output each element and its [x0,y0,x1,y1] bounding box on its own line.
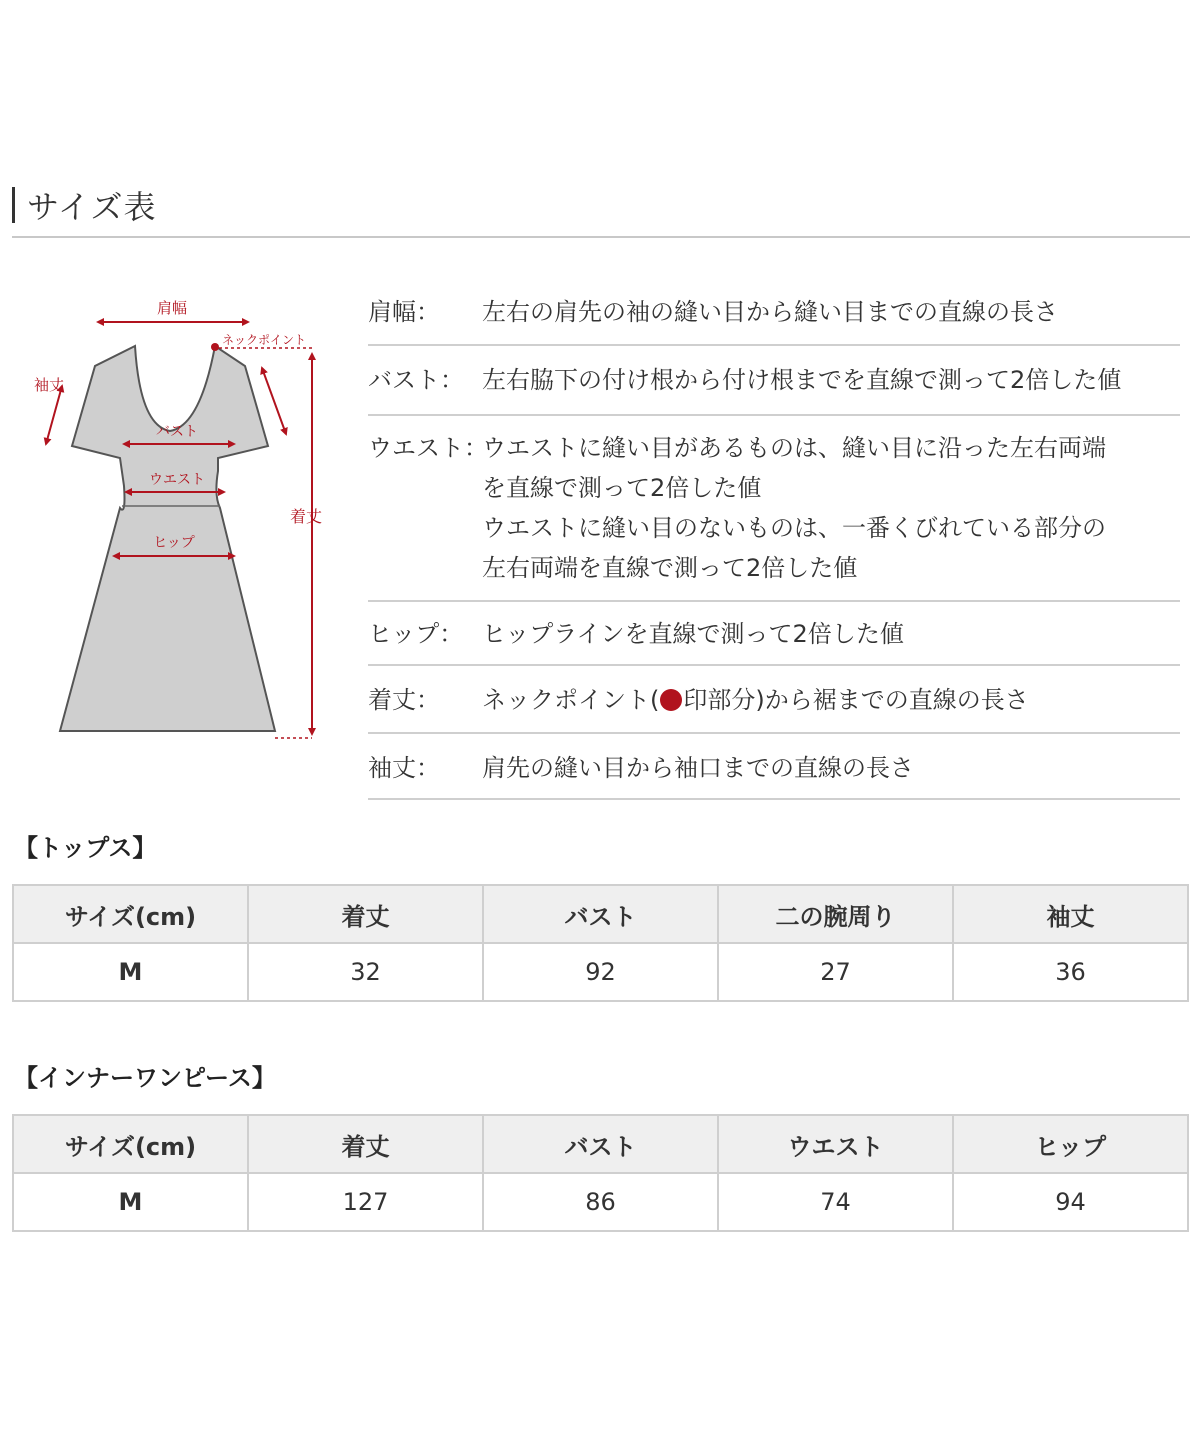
shoulder-label: 肩幅 [156,299,188,317]
table-header-cell: 袖丈 [953,885,1188,943]
definition-desc [482,602,1180,664]
table-row [13,943,1188,1001]
definition-line: 左右脇下の付け根から付け根までを直線で測って2倍した値 [482,366,1122,394]
neck-point-marker-icon [660,689,682,711]
table-header-cell: サイズ(cm) [13,1115,248,1173]
definition-term: 袖丈： [368,754,440,782]
table-row [13,1173,1188,1231]
definition-term: 着丈： [368,686,440,714]
definition-text-pre: ネックポイント( [482,686,660,714]
definition-row [368,602,1180,666]
header-divider [12,236,1190,238]
definition-line: を直線で測って2倍した値 [482,474,762,502]
table-cell: 94 [953,1173,1188,1231]
table-header-row [13,1115,1188,1173]
definition-term: バスト： [368,366,464,394]
table-cell: 86 [483,1173,718,1231]
table-cell: 127 [248,1173,483,1231]
sleeve-arrow-right [262,368,286,434]
definition-row [368,290,1180,346]
sleeve-arrow-left [46,386,62,444]
definition-line [482,680,1180,720]
definition-row [368,734,1180,800]
definition-desc [482,290,1180,344]
table-cell: 92 [483,943,718,1001]
table-header-cell: 着丈 [248,1115,483,1173]
definition-desc [482,666,1180,732]
definition-desc [482,734,1180,798]
definition-text-post: 印部分)から裾までの直線の長さ [683,686,1029,714]
length-label: 着丈 [290,507,323,526]
definition-line: 肩先の縫い目から袖口までの直線の長さ [482,754,914,782]
definition-term: ヒップ： [368,620,464,648]
definition-row [368,416,1180,602]
table-cell: 27 [718,943,953,1001]
page-header [12,182,156,228]
tops-section-title: 【トップス】 [14,834,157,862]
table-header-cell: 着丈 [248,885,483,943]
definition-line: ヒップラインを直線で測って2倍した値 [482,620,904,648]
table-header-row [13,885,1188,943]
table-header-cell: ウエスト [718,1115,953,1173]
table-header-cell: サイズ(cm) [13,885,248,943]
tops-size-table [12,884,1189,1002]
definition-term: 肩幅： [368,298,440,326]
table-cell: M [13,1173,248,1231]
neck-point-dot [211,343,219,351]
hip-label: ヒップ [153,535,195,551]
definition-desc [482,416,1180,600]
sleeve-label: 袖丈 [34,376,65,394]
table-cell: 36 [953,943,1188,1001]
table-cell: 32 [248,943,483,1001]
definition-term: ウエスト： [368,434,488,462]
neck-point-label: ネックポイント [222,333,307,347]
table-header-cell: ヒップ [953,1115,1188,1173]
dress-measurement-diagram [20,286,350,756]
definition-row [368,346,1180,416]
table-header-cell: バスト [483,1115,718,1173]
inner-size-table [12,1114,1189,1232]
definition-line: 左右両端を直線で測って2倍した値 [482,554,858,582]
definition-line: ウエストに縫い目のないものは、一番くびれている部分の [482,514,1106,542]
table-header-cell: 二の腕周り [718,885,953,943]
table-cell: 74 [718,1173,953,1231]
waist-label: ウエスト [149,472,205,488]
page-title: サイズ表 [27,188,157,226]
header-accent-bar [12,187,15,223]
definition-line: ウエストに縫い目があるものは、縫い目に沿った左右両端 [482,434,1106,462]
table-cell: M [13,943,248,1001]
table-header-cell: バスト [483,885,718,943]
inner-section-title: 【インナーワンピース】 [14,1064,276,1092]
definition-line: 左右の肩先の袖の縫い目から縫い目までの直線の長さ [482,298,1058,326]
bust-label: バスト [156,424,198,440]
definition-desc [482,348,1180,414]
definition-row [368,666,1180,734]
measurement-definitions [368,290,1180,800]
